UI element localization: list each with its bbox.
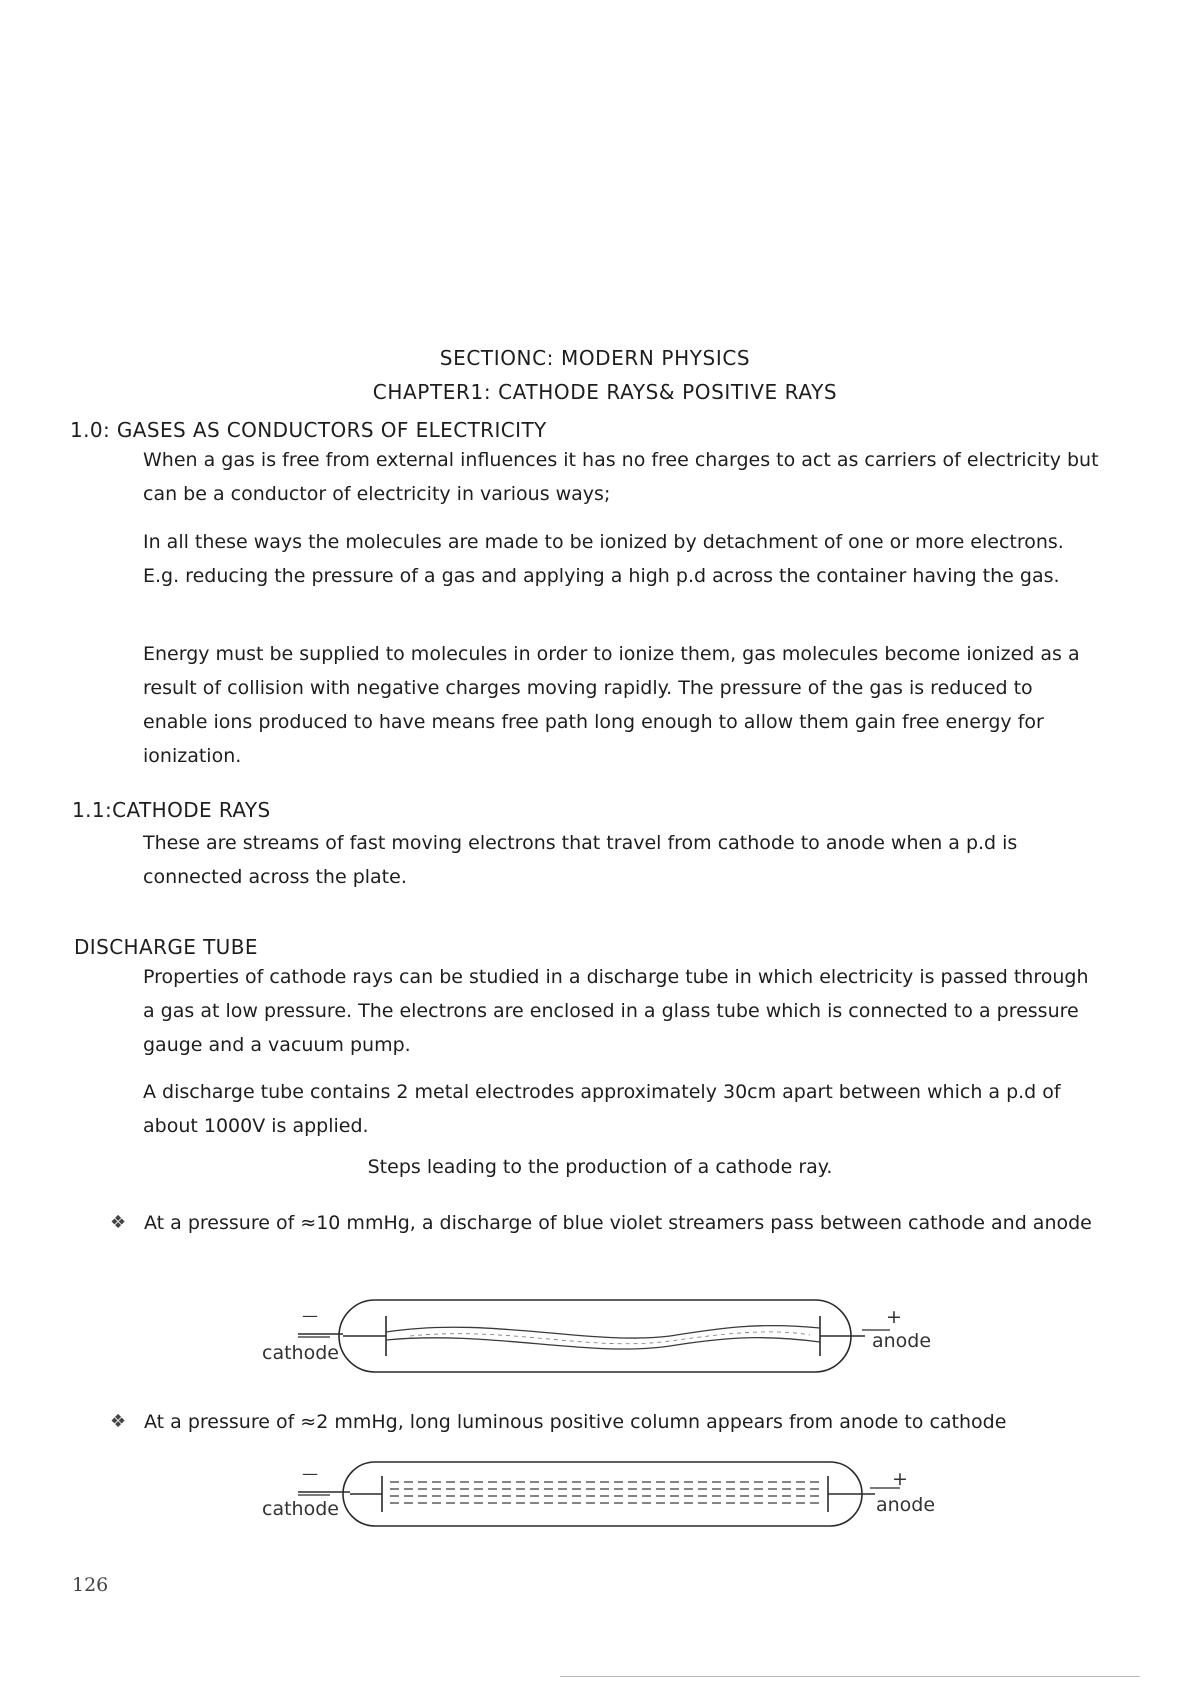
bullet-text: At a pressure of ≈10 mmHg, a discharge of blue violet streamers pass between cathode and anode [144,1212,1092,1234]
paragraph-gases-1: When a gas is free from external influences it has no free charges to act as carriers of electricity but can be a conductor of electricity in various ways; [143,449,1099,505]
anode-label: anode [876,1494,936,1516]
footer-divider [560,1676,1140,1677]
bullet-icon: ❖ [110,1212,127,1233]
paragraph-cathode-rays: These are streams of fast moving electrons that travel from cathode to anode when a p.d is connected across the plate. [143,832,1018,888]
cathode-label: cathode [262,1498,339,1520]
cathode-sign: — [302,1306,318,1325]
heading-discharge-tube: DISCHARGE TUBE [74,935,258,959]
paragraph-discharge-tube-1: Properties of cathode rays can be studied in a discharge tube in which electricity is passed through a gas at low pressure. The electrons are enclosed in a glass tube which is connected to a pressure gauge and a vacuum pump. [143,966,1089,1056]
heading-gases: 1.0: GASES AS CONDUCTORS OF ELECTRICITY [70,418,547,442]
anode-sign: + [892,1468,908,1490]
cathode-sign: — [302,1464,318,1483]
anode-label: anode [872,1330,932,1352]
chapter-title: CHAPTER1: CATHODE RAYS& POSITIVE RAYS [372,380,838,404]
bullet-text: At a pressure of ≈2 mmHg, long luminous positive column appears from anode to cathode [144,1411,1007,1433]
anode-sign: + [886,1306,902,1328]
tube-drawing [290,1458,900,1530]
heading-cathode-rays: 1.1:CATHODE RAYS [72,798,271,822]
cathode-label: cathode [262,1342,339,1364]
steps-title: Steps leading to the production of a cathode ray. [367,1156,833,1178]
page-number: 126 [72,1574,109,1596]
paragraph-gases-2: In all these ways the molecules are made to be ionized by detachment of one or more electrons. E.g. reducing the pressure of a gas and applying a high p.d across the container having the gas. [143,531,1064,587]
paragraph-discharge-tube-2: A discharge tube contains 2 metal electrodes approximately 30cm apart between which a p.d of about 1000V is applied. [143,1081,1061,1137]
section-title: SECTIONC: MODERN PHYSICS [439,346,751,370]
paragraph-gases-3: Energy must be supplied to molecules in order to ionize them, gas molecules become ionized as a result of collision with negative charges moving rapidly. The pressure of the gas is reduced to enable ions produced to have means free path long enough to allow them gain free energy for ionization. [143,643,1080,767]
bullet-icon: ❖ [110,1411,127,1432]
tube-drawing [290,1296,890,1376]
